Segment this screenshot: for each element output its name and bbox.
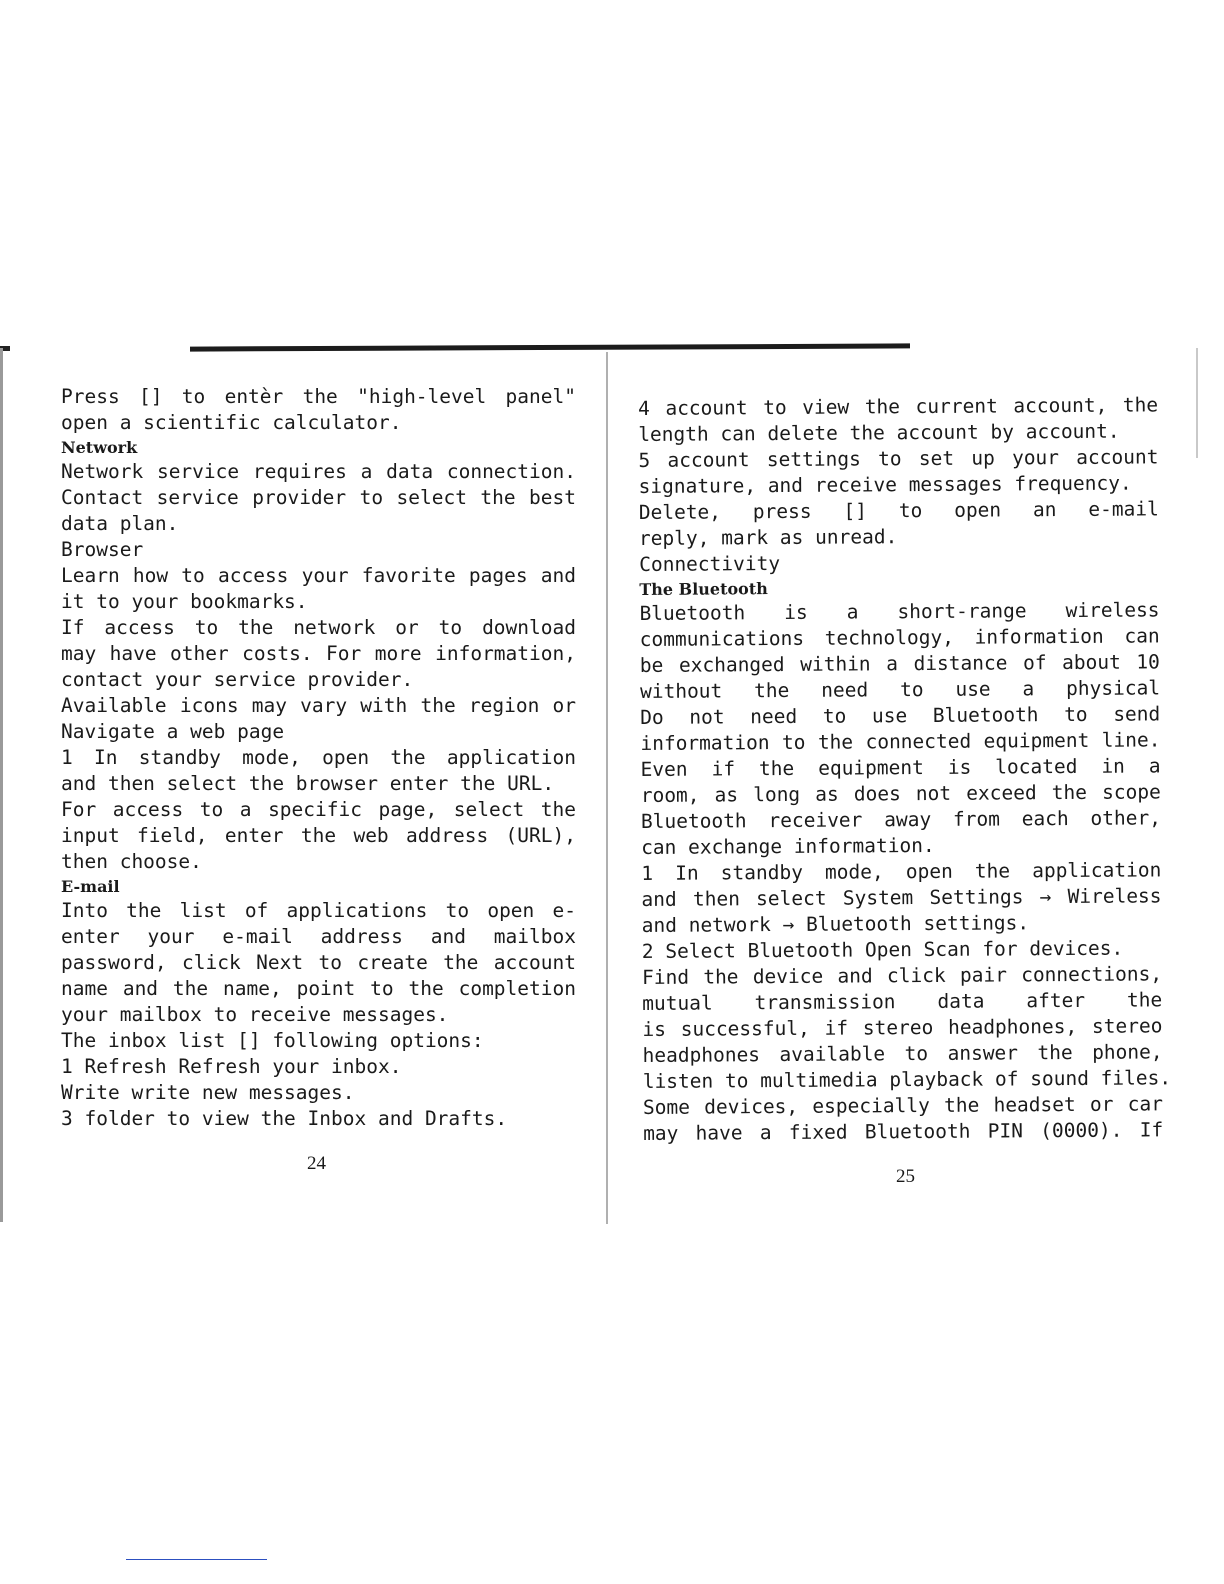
text-line: 4 account to view the current account, the xyxy=(638,393,1159,420)
text-line: enter your e-mail address and mailbox xyxy=(61,925,576,948)
top-binding-bar xyxy=(190,343,910,351)
text-line: 5 account settings to set up your account xyxy=(638,445,1159,472)
text-line: be exchanged within a distance of about 10 xyxy=(639,650,1160,677)
text-line: and network → Bluetooth settings. xyxy=(641,911,1030,937)
text-line: data plan. xyxy=(61,512,179,535)
text-line: Into the list of applications to open e- xyxy=(61,899,576,922)
text-line: Bluetooth is a short-range wireless xyxy=(639,598,1160,625)
text-line: signature, and receive messages frequency. xyxy=(638,471,1132,498)
text-line: 3 folder to view the Inbox and Drafts. xyxy=(61,1107,508,1130)
text-line: headphones available to answer the phone, xyxy=(642,1040,1163,1067)
center-gutter xyxy=(606,352,608,1224)
text-line: If access to the network or to download xyxy=(61,616,576,639)
page-number-left: 24 xyxy=(307,1153,326,1174)
text-line: Bluetooth receiver away from each other, xyxy=(640,806,1162,833)
text-line: Do not need to use Bluetooth to send xyxy=(640,702,1161,729)
text-line: without the need to use a physical xyxy=(639,676,1161,703)
section-heading: The Bluetooth xyxy=(639,579,768,599)
section-heading: E-mail xyxy=(61,877,120,896)
text-line: is successful, if stereo headphones, stereo xyxy=(642,1014,1163,1041)
text-line: it to your bookmarks. xyxy=(61,590,308,613)
text-line: Available icons may vary with the region or xyxy=(61,694,576,717)
text-line: may have a fixed Bluetooth PIN (0000). If xyxy=(643,1118,1164,1145)
text-line: then choose. xyxy=(61,850,202,873)
text-line: and then select System Settings → Wireless xyxy=(641,884,1162,911)
text-line: Contact service provider to select the best xyxy=(61,486,576,509)
text-line: may have other costs. For more information, xyxy=(61,642,576,665)
left-page-edge xyxy=(0,348,3,1222)
text-line: Network service requires a data connection. xyxy=(61,460,576,483)
text-line: 2 Select Bluetooth Open Scan for devices. xyxy=(641,936,1124,963)
text-line: Even if the equipment is located in a xyxy=(640,754,1161,781)
text-line: 1 In standby mode, open the application xyxy=(641,858,1162,885)
page-number-right: 25 xyxy=(896,1166,915,1187)
text-line: reply, mark as unread. xyxy=(638,525,898,550)
text-line: your mailbox to receive messages. xyxy=(61,1003,449,1026)
text-line: Browser xyxy=(61,538,144,561)
text-line: Delete, press [] to open an e-mail xyxy=(638,497,1159,524)
text-line: Press [] to entèr the "high-level panel" xyxy=(61,385,576,408)
text-line: 1 Refresh Refresh your inbox. xyxy=(61,1055,402,1078)
right-page-text xyxy=(638,392,1172,1147)
text-line: and then select the browser enter the URL. xyxy=(61,772,555,795)
text-line: information to the connected equipment line. xyxy=(640,728,1161,755)
text-line: length can delete the account by account. xyxy=(638,419,1120,446)
text-line: Connectivity xyxy=(639,552,781,576)
text-line: contact your service provider. xyxy=(61,668,414,691)
text-line: Some devices, especially the headset or car xyxy=(642,1092,1164,1119)
text-line: Write write new messages. xyxy=(61,1081,355,1104)
text-line: open a scientific calculator. xyxy=(61,411,402,434)
text-line: mutual transmission data after the xyxy=(642,988,1163,1015)
text-line: For access to a specific page, select the xyxy=(61,798,576,821)
text-line: Navigate a web page xyxy=(61,720,285,743)
text-line: Learn how to access your favorite pages and xyxy=(61,564,576,587)
text-line: can exchange information. xyxy=(641,833,935,859)
text-line: room, as long as does not exceed the scope xyxy=(640,780,1161,807)
text-line: Find the device and click pair connections, xyxy=(641,962,1163,989)
text-line: name and the name, point to the completion xyxy=(61,977,576,1000)
text-line: The inbox list [] following options: xyxy=(61,1029,484,1052)
text-line: communications technology, information can xyxy=(639,624,1160,651)
section-heading: Network xyxy=(61,438,138,457)
text-line: 1 In standby mode, open the application xyxy=(61,746,576,769)
text-line: input field, enter the web address (URL), xyxy=(61,824,576,847)
bottom-rule xyxy=(126,1559,267,1560)
text-line: listen to multimedia playback of sound files. xyxy=(642,1066,1172,1093)
text-line: password, click Next to create the account xyxy=(61,951,576,974)
left-page-text xyxy=(61,384,576,1132)
right-page-edge xyxy=(1196,348,1198,458)
